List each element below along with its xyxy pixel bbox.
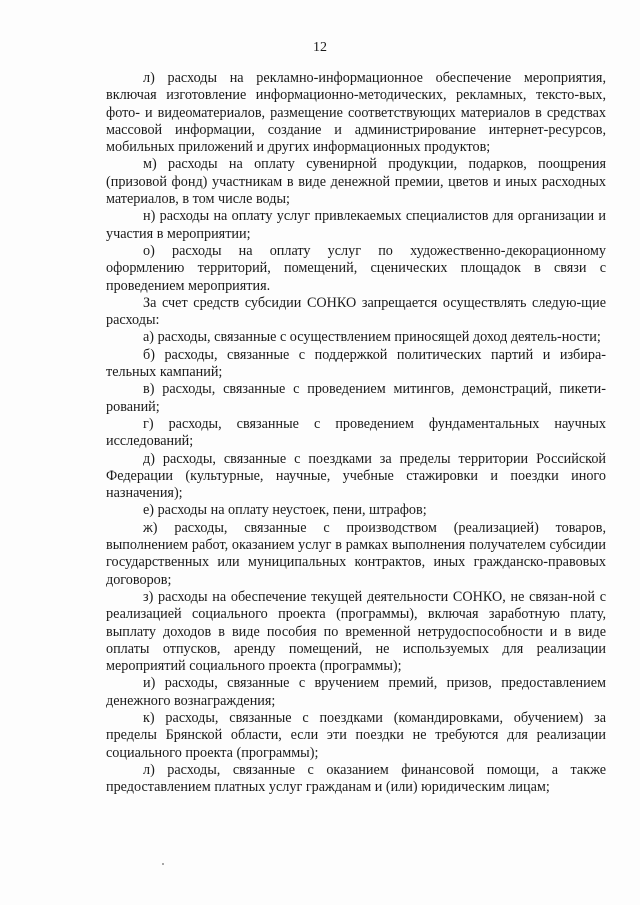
paragraph-v-rallies: в) расходы, связанные с проведением митингов, демонстраций, пикети-рований;	[106, 381, 606, 415]
paragraph-e-penalties: е) расходы на оплату неустоек, пени, штрафов;	[143, 502, 427, 519]
paragraph-m-souvenirs: м) расходы на оплату сувенирной продукции, подарков, поощрения (призовой фонд) участникам в виде денежной премии, цветов и иных расходных материалов, в том числе воды;	[106, 156, 606, 208]
paragraph-i-awards: и) расходы, связанные с вручением премий, призов, предоставлением денежного вознаграждения;	[106, 675, 606, 709]
paragraph-k-trips: к) расходы, связанные с поездками (командировками, обучением) за пределы Брянской области, если эти поездки не требуются для реализации социального проекта (программы);	[106, 709, 606, 761]
paragraph-o-decoration: о) расходы на оплату услуг по художественно-декорационному оформлению территорий, помещений, сценических площадок в связи с проведением мероприятия.	[106, 242, 606, 294]
paragraph-a-income: а) расходы, связанные с осуществлением приносящей доход деятель-ности;	[143, 329, 601, 346]
paragraph-l-financial-aid: л) расходы, связанные с оказанием финансовой помощи, а также предоставлением платных услуг гражданам и (или) юридическим лицам;	[106, 761, 606, 796]
paragraph-z-operations: з) расходы на обеспечение текущей деятельности СОНКО, не связан-ной с реализацией социального проекта (программы), включая заработную плату, выплату доходов в виде пособия по временной нетрудоспособности и в виде оплаты отпусков, аренду помещений, не используемых для реализации мероприятий социального проекта (программы);	[106, 588, 606, 675]
scan-artifact-dot	[162, 863, 164, 865]
page-number: 12	[313, 40, 327, 55]
paragraph-n-specialists: н) расходы на оплату услуг привлекаемых специалистов для организации и участия в мероприятии;	[106, 208, 606, 242]
paragraph-g-research: г) расходы, связанные с проведением фундаментальных научных исследований;	[106, 415, 606, 450]
paragraph-prohibited-intro: За счет средств субсидии СОНКО запрещается осуществлять следую-щие расходы:	[106, 294, 606, 329]
paragraph-b-politics: б) расходы, связанные с поддержкой политических партий и избира-тельных кампаний;	[106, 346, 606, 381]
paragraph-l-advertising: л) расходы на рекламно-информационное обеспечение мероприятия, включая изготовление информационно-методических, рекламных, тексто-вых, фото- и видеоматериалов, размещение соответствующих материалов в средствах массовой информации, создание и администрирование интернет-ресурсов, мобильных приложений и других информационных продуктов;	[106, 70, 606, 156]
document-body	[106, 70, 606, 796]
paragraph-zh-contracts: ж) расходы, связанные с производством (реализацией) товаров, выполнением работ, оказанием услуг в рамках выполнения получателем субсидии государственных или муниципальных контрактов, иных гражданско-правовых договоров;	[106, 519, 606, 588]
paragraph-d-abroad: д) расходы, связанные с поездками за пределы территории Российской Федерации (культурные, научные, учебные стажировки и поездки иного назначения);	[106, 450, 606, 502]
